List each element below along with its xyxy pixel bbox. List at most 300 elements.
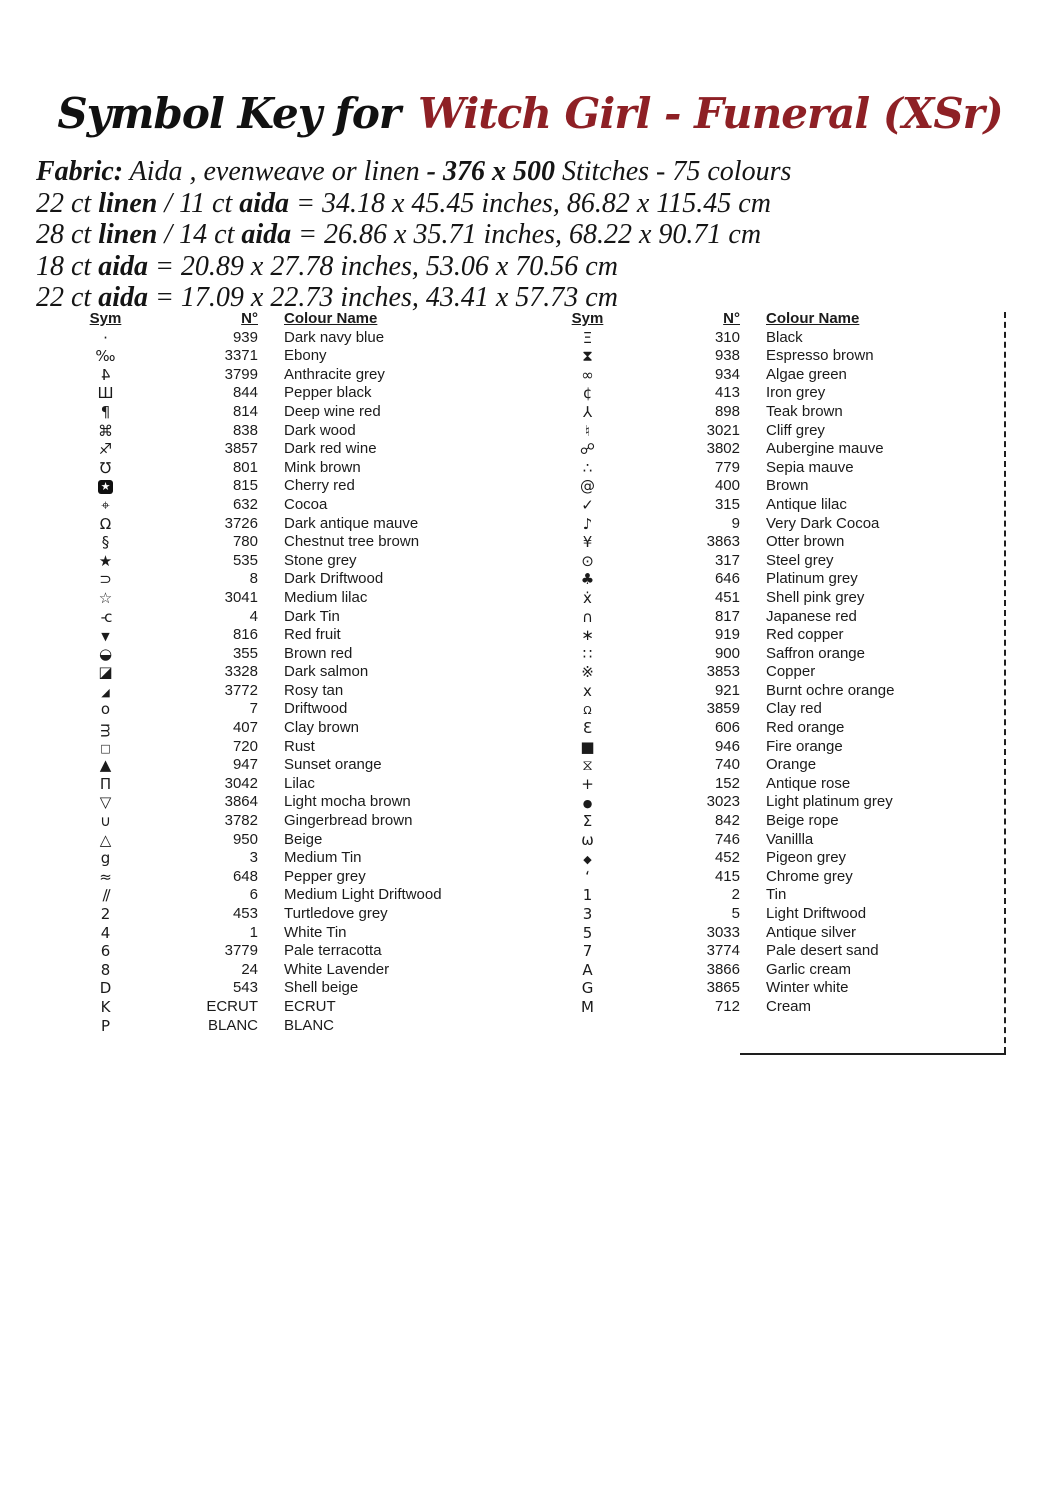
stitch-symbol: g: [100, 849, 111, 868]
stitch-symbol: M: [581, 997, 594, 1016]
symbol-cell: [58, 886, 153, 905]
symbol-cell: [540, 347, 635, 366]
symbol-cell: [540, 849, 635, 870]
symbol-cell: [58, 384, 153, 403]
colour-name-cell: Turtledove grey: [284, 905, 388, 922]
number-cell: 315: [714, 495, 740, 513]
number-cell: 838: [232, 421, 258, 439]
number-cell: 740: [714, 756, 740, 774]
symbol-cell: [540, 831, 635, 850]
colour-name-cell: Beige: [284, 830, 323, 848]
table-row: [540, 496, 980, 515]
table-row: [58, 942, 498, 961]
colour-name-cell: Beige rope: [766, 812, 839, 830]
table-row: [540, 831, 980, 850]
colour-name-cell: Dark navy blue: [284, 328, 385, 346]
stitch-symbol: ☍: [579, 440, 596, 459]
colour-name-cell: Ebony: [284, 347, 327, 365]
symbol-cell: [540, 570, 635, 589]
fabric-text-segment: Aida , evenweave or linen: [123, 156, 427, 187]
table-row: [58, 793, 498, 812]
fabric-text-segment: / 11 ct: [157, 187, 240, 219]
stitch-symbol: ♣: [580, 570, 595, 589]
symbol-cell: [540, 459, 635, 478]
fabric-text-segment: 22 ct: [36, 187, 99, 219]
stitch-symbol: ·: [103, 328, 108, 347]
colour-name-cell: Sepia mauve: [766, 458, 854, 476]
stitch-symbol: ∗: [581, 626, 594, 645]
number-cell: 3853: [706, 663, 740, 681]
number-cell: 535: [232, 551, 258, 569]
colour-name-cell: Very Dark Cocoa: [766, 514, 880, 532]
symbol-cell: [58, 570, 153, 589]
colour-name-cell: Dark Driftwood: [284, 570, 384, 588]
key-table-left: [58, 310, 498, 1035]
colour-name-cell: Orange: [766, 756, 817, 774]
symbol-cell: [58, 812, 153, 831]
colour-name-cell: Light mocha brown: [284, 793, 411, 811]
number-cell: 632: [232, 495, 258, 513]
table-row: [58, 496, 498, 515]
stitch-symbol: ⌖: [101, 495, 110, 514]
symbol-cell: [58, 403, 153, 422]
header-number: N°: [241, 310, 258, 327]
colour-name-cell: Pepper black: [284, 384, 372, 402]
number-cell: 947: [232, 756, 258, 774]
table-row: [540, 515, 980, 534]
stitch-symbol: ‰: [95, 347, 116, 366]
table-row: [540, 700, 980, 719]
number-cell: 842: [714, 812, 740, 830]
table-row: [540, 645, 980, 664]
number-cell: 814: [232, 402, 258, 420]
header-colour-name: Colour Name: [284, 310, 378, 327]
colour-name-cell: Otter brown: [766, 533, 845, 551]
stitch-symbol: □: [100, 741, 111, 755]
symbol-cell: [540, 384, 635, 403]
stitch-symbol: ■: [580, 737, 595, 756]
number-cell: 3859: [706, 700, 740, 718]
stitch-symbol: ℧: [99, 458, 112, 477]
table-right-dashed-border: [1004, 312, 1006, 1053]
number-cell: 779: [714, 458, 740, 476]
colour-name-cell: Pigeon grey: [766, 849, 847, 867]
table-row: [540, 998, 980, 1017]
number-cell: 950: [232, 830, 258, 848]
number-cell: 844: [232, 384, 258, 402]
colour-name-cell: Rosy tan: [284, 681, 344, 699]
stitch-symbol: ⅄: [582, 402, 593, 421]
symbol-cell: [58, 793, 153, 812]
fabric-text-segment: = 17.09 x 22.73 inches, 43.41 x 57.73 cm: [148, 282, 618, 313]
colour-name-cell: White Tin: [284, 923, 347, 941]
number-cell: 900: [714, 644, 740, 662]
number-cell: 9: [731, 514, 740, 532]
table-row: [58, 608, 498, 627]
colour-name-cell: Dark Tin: [284, 607, 340, 625]
number-cell: 452: [714, 849, 740, 867]
stitch-symbol: ⊙: [581, 551, 594, 570]
stitch-symbol: ≈: [99, 867, 112, 886]
table-row: [58, 831, 498, 850]
number-cell: 938: [714, 347, 740, 365]
symbol-cell: [540, 403, 635, 422]
table-row: [540, 812, 980, 831]
symbol-cell: [540, 961, 635, 980]
title-pattern-name: Witch Girl - Funeral (XSr): [417, 89, 1003, 138]
colour-name-cell: Teak brown: [766, 402, 843, 420]
table-row: [540, 719, 980, 738]
number-cell: 3802: [706, 440, 740, 458]
fabric-text-segment: aida: [98, 250, 148, 282]
table-row: [540, 570, 980, 589]
colour-name-cell: Dark wood: [284, 421, 356, 439]
symbol-cell: [58, 477, 153, 496]
table-row: [58, 515, 498, 534]
table-row: [540, 868, 980, 887]
number-cell: 3866: [706, 960, 740, 978]
stitch-symbol: ▲: [99, 756, 112, 775]
symbol-cell: [540, 886, 635, 905]
symbol-cell: [58, 626, 153, 647]
table-row: [540, 403, 980, 422]
table-row: [58, 533, 498, 552]
table-row: [58, 738, 498, 757]
table-row: [58, 459, 498, 478]
colour-name-cell: Fire orange: [766, 737, 843, 755]
fabric-line: [36, 156, 1026, 188]
fabric-text-segment: 22 ct: [36, 282, 99, 313]
colour-name-cell: Pale terracotta: [284, 942, 382, 960]
number-cell: 453: [232, 905, 258, 922]
number-cell: 3042: [224, 774, 258, 792]
symbol-cell: [58, 533, 153, 552]
fabric-text-segment: = 34.18 x 45.45 inches, 86.82 x 115.45 cm: [289, 187, 771, 219]
number-cell: 317: [714, 551, 740, 569]
fabric-text-segment: aida: [241, 219, 292, 250]
colour-name-cell: Medium Light Driftwood: [284, 886, 442, 904]
symbol-cell: [540, 905, 635, 924]
number-cell: 3863: [706, 533, 740, 551]
colour-name-cell: Lilac: [284, 774, 315, 792]
table-row: [58, 440, 498, 459]
symbol-cell: [58, 515, 153, 534]
symbol-cell: [58, 998, 153, 1017]
colour-name-cell: Medium Tin: [284, 849, 362, 867]
number-cell: 2: [731, 886, 740, 904]
symbol-cell: [540, 496, 635, 515]
stitch-symbol: ◢: [101, 685, 110, 699]
colour-name-cell: Clay brown: [284, 719, 360, 737]
number-cell: 3864: [224, 793, 258, 811]
stitch-symbol: ✓: [581, 495, 594, 514]
number-cell: 400: [714, 477, 740, 495]
symbol-cell: [58, 849, 153, 868]
colour-name-cell: Saffron orange: [766, 644, 865, 662]
table-row: [58, 645, 498, 664]
stitch-symbol: K: [100, 997, 111, 1016]
number-cell: 939: [232, 328, 258, 346]
header-sym: Sym: [571, 310, 604, 327]
symbol-cell: [58, 589, 153, 608]
number-cell: 407: [232, 719, 258, 737]
table-row: [58, 719, 498, 738]
number-cell: 543: [232, 979, 258, 997]
number-cell: 24: [241, 960, 258, 978]
table-row: [58, 403, 498, 422]
table-row: [58, 347, 498, 366]
table-row: [540, 961, 980, 980]
table-bottom-border: [740, 1053, 1006, 1055]
stitch-symbol: Ω: [99, 514, 112, 533]
table-row: [540, 440, 980, 459]
colour-name-cell: Platinum grey: [766, 570, 858, 588]
symbol-cell: [540, 942, 635, 961]
colour-name-cell: Antique silver: [766, 923, 857, 941]
symbol-cell: [540, 589, 635, 608]
colour-name-cell: Clay red: [766, 700, 822, 718]
symbol-cell: [540, 515, 635, 534]
stitch-symbol: Ɛ: [582, 719, 593, 738]
stitch-symbol: ¶: [100, 402, 111, 421]
stitch-symbol: ∪: [100, 812, 111, 831]
colour-name-cell: Cherry red: [284, 477, 355, 495]
number-cell: 817: [714, 607, 740, 625]
table-row: [58, 812, 498, 831]
colour-name-cell: White Lavender: [284, 960, 390, 978]
symbol-cell: [58, 905, 153, 924]
symbol-cell: [540, 533, 635, 552]
colour-name-cell: Gingerbread brown: [284, 812, 413, 830]
symbol-cell: [540, 700, 635, 721]
table-row: [540, 663, 980, 682]
colour-name-cell: Stone grey: [284, 551, 357, 569]
colour-name-cell: Mink brown: [284, 458, 361, 476]
stitch-symbol: Π: [99, 774, 112, 793]
stitch-symbol: ♪: [582, 514, 593, 533]
number-cell: 5: [731, 905, 740, 922]
symbol-cell: [540, 608, 635, 627]
fabric-line: [36, 188, 1026, 220]
number-cell: 8: [249, 570, 258, 588]
symbol-cell: [540, 979, 635, 998]
number-cell: 3857: [224, 440, 258, 458]
table-row: [540, 979, 980, 998]
symbol-cell: [58, 347, 153, 366]
stitch-symbol: 7: [582, 942, 593, 961]
symbol-cell: [540, 552, 635, 571]
number-cell: 648: [232, 867, 258, 885]
number-cell: 3041: [224, 588, 258, 606]
table-row: [58, 1017, 498, 1036]
symbol-cell: [58, 756, 153, 775]
table-row: [58, 961, 498, 980]
table-row: [540, 905, 980, 924]
colour-name-cell: Sunset orange: [284, 756, 382, 774]
stitch-symbol: ★: [98, 480, 113, 494]
symbol-cell: [58, 496, 153, 515]
number-cell: 3328: [224, 663, 258, 681]
colour-name-cell: Copper: [766, 663, 816, 681]
table-row: [540, 924, 980, 943]
header-colour-name: Colour Name: [766, 310, 860, 327]
stitch-symbol: ⧖: [582, 756, 593, 775]
stitch-symbol: ♮: [584, 421, 591, 440]
table-row: [540, 589, 980, 608]
symbol-cell: [58, 440, 153, 459]
number-cell: 3865: [706, 979, 740, 997]
fabric-text-segment: aida: [239, 187, 290, 219]
symbol-cell: [58, 366, 153, 385]
table-row: [540, 775, 980, 794]
fabric-text-segment: linen: [98, 187, 158, 219]
stitch-symbol: ∕∕: [102, 886, 109, 905]
stitch-symbol: ¢: [582, 384, 593, 403]
stitch-symbol: ★: [98, 551, 113, 570]
colour-name-cell: Garlic cream: [766, 960, 852, 978]
number-cell: 720: [232, 737, 258, 755]
fabric-text-segment: linen: [98, 219, 158, 250]
stitch-symbol: ω: [581, 830, 594, 849]
colour-name-cell: Brown red: [284, 644, 353, 662]
colour-name-cell: ECRUT: [284, 997, 336, 1015]
stitch-symbol: ∞: [581, 365, 594, 384]
number-cell: 801: [232, 458, 258, 476]
number-cell: 898: [714, 402, 740, 420]
number-cell: 815: [232, 477, 258, 495]
stitch-symbol: 2: [100, 905, 111, 923]
colour-name-cell: Steel grey: [766, 551, 834, 569]
key-table-right: [540, 310, 980, 1017]
number-cell: 921: [714, 681, 740, 699]
colour-name-cell: Red fruit: [284, 626, 341, 644]
symbol-cell: [540, 366, 635, 385]
symbol-cell: [58, 1017, 153, 1036]
number-cell: 7: [249, 700, 258, 718]
colour-name-cell: Tin: [766, 886, 787, 904]
stitch-symbol: ʻ: [585, 867, 590, 886]
stitch-symbol: P: [100, 1016, 111, 1035]
symbol-cell: [58, 459, 153, 478]
symbol-cell: [58, 645, 153, 664]
fabric-info-block: [36, 156, 1026, 314]
symbol-cell: [58, 608, 153, 627]
number-cell: 3799: [224, 365, 258, 383]
table-row: [540, 552, 980, 571]
number-cell: 152: [714, 774, 740, 792]
number-cell: 3726: [224, 514, 258, 532]
table-row: [540, 347, 980, 366]
stitch-symbol: 1: [582, 886, 593, 905]
table-row: [540, 533, 980, 552]
symbol-cell: [540, 793, 635, 814]
key-table-header: [540, 310, 980, 329]
table-row: [58, 924, 498, 943]
page-title: [0, 88, 1060, 140]
table-row: [540, 886, 980, 905]
colour-name-cell: Burnt ochre orange: [766, 681, 895, 699]
symbol-cell: [58, 738, 153, 759]
table-row: [58, 886, 498, 905]
symbol-cell: [58, 682, 153, 703]
table-row: [540, 849, 980, 868]
table-row: [58, 905, 498, 924]
symbol-cell: [58, 775, 153, 794]
fabric-line: [36, 219, 1026, 251]
table-row: [58, 998, 498, 1017]
stitch-symbol: ▼: [101, 630, 110, 644]
number-cell: 4: [249, 607, 258, 625]
number-cell: 415: [714, 867, 740, 885]
symbol-cell: [540, 329, 635, 348]
number-cell: 3779: [224, 942, 258, 960]
table-row: [58, 589, 498, 608]
fabric-line: [36, 251, 1026, 283]
symbol-cell: [540, 645, 635, 664]
stitch-symbol: Ш: [97, 384, 114, 403]
symbol-cell: [58, 961, 153, 980]
number-cell: 746: [714, 830, 740, 848]
number-cell: 3021: [706, 421, 740, 439]
fabric-text-segment: = 26.86 x 35.71 inches, 68.22 x 90.71 cm: [291, 219, 762, 250]
title-prefix: Symbol Key for: [57, 89, 400, 138]
number-cell: 780: [232, 533, 258, 551]
colour-name-cell: Vanillla: [766, 830, 814, 848]
stitch-symbol: Ξ: [582, 328, 593, 347]
symbol-cell: [540, 738, 635, 757]
fabric-text-segment: - 376 x 500: [426, 156, 555, 187]
symbol-cell: [58, 979, 153, 998]
symbol-cell: [58, 700, 153, 719]
fabric-text-segment: = 20.89 x 27.78 inches, 53.06 x 70.56 cm: [148, 250, 618, 282]
table-row: [540, 793, 980, 812]
symbol-cell: [540, 477, 635, 496]
fabric-text-segment: Stitches - 75 colours: [554, 156, 792, 187]
number-cell: 3033: [706, 923, 740, 941]
key-table-header: [58, 310, 498, 329]
table-row: [58, 700, 498, 719]
key-table-left-rows: [58, 329, 498, 1036]
stitch-symbol: A: [582, 960, 593, 979]
colour-name-cell: Aubergine mauve: [766, 440, 884, 458]
colour-name-cell: Cliff grey: [766, 421, 825, 439]
symbol-cell: [58, 719, 153, 738]
symbol-cell: [540, 998, 635, 1017]
table-row: [540, 366, 980, 385]
symbol-cell: [58, 422, 153, 441]
table-row: [540, 329, 980, 348]
symbol-cell: [540, 663, 635, 682]
stitch-symbol: ◒: [98, 644, 113, 663]
table-row: [58, 663, 498, 682]
stitch-symbol: §: [101, 533, 110, 552]
stitch-symbol: ☆: [98, 588, 113, 607]
table-row: [540, 738, 980, 757]
symbol-cell: [540, 626, 635, 645]
stitch-symbol: ∩: [582, 607, 593, 626]
header-sym: Sym: [89, 310, 122, 327]
number-cell: 946: [714, 737, 740, 755]
symbol-cell: [58, 329, 153, 348]
colour-name-cell: Medium lilac: [284, 588, 368, 606]
stitch-symbol: 4: [100, 923, 111, 942]
number-cell: 1: [249, 923, 258, 941]
stitch-symbol: ∷: [582, 644, 593, 663]
symbol-cell: [58, 831, 153, 850]
colour-name-cell: Cocoa: [284, 495, 328, 513]
table-row: [58, 384, 498, 403]
table-row: [540, 626, 980, 645]
